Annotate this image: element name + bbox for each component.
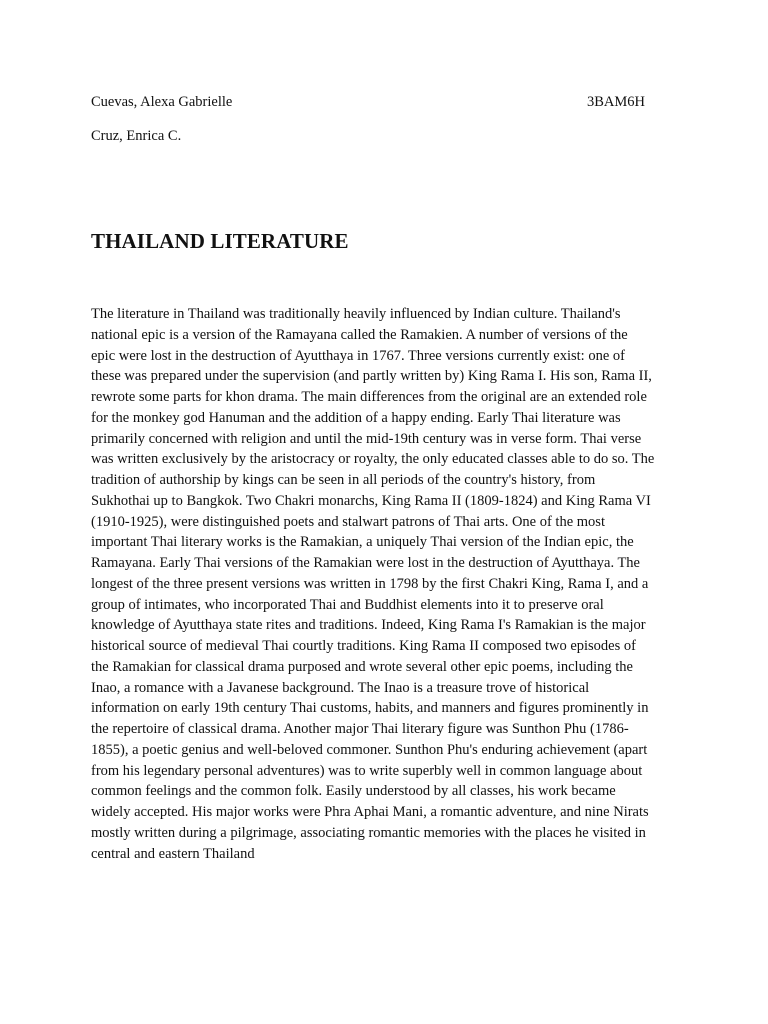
body-line: primarily concerned with religion and until the mid-19th century was in verse form. Thai verse bbox=[91, 430, 642, 447]
body-line: Sukhothai up to Bangkok. Two Chakri monarchs, King Rama II (1809-1824) and King Rama VI bbox=[91, 492, 651, 509]
document-title: THAILAND LITERATURE bbox=[91, 229, 349, 253]
author-name: Cuevas, Alexa Gabrielle bbox=[91, 94, 233, 110]
body-paragraph bbox=[91, 304, 691, 864]
body-line: the Ramakian for classical drama purposed and wrote several other epic poems, including the bbox=[91, 658, 633, 675]
body-line: important Thai literary works is the Ramakian, a uniquely Thai version of the Indian epic, the bbox=[91, 534, 634, 551]
body-line: The literature in Thailand was traditionally heavily influenced by Indian culture. Thailand's bbox=[91, 306, 621, 322]
body-line: mostly written during a pilgrimage, associating romantic memories with the places he visited in bbox=[91, 824, 646, 841]
body-line: was written exclusively by the aristocracy or royalty, the only educated classes able to do so. The bbox=[91, 451, 655, 468]
body-line: the repertoire of classical drama. Another major Thai literary figure was Sunthon Phu (1786- bbox=[91, 721, 629, 737]
body-line: epic were lost in the destruction of Ayutthaya in 1767. Three versions currently exist: one of bbox=[91, 347, 625, 364]
body-line: widely accepted. His major works were Phra Aphai Mani, a romantic adventure, and nine Nirats bbox=[91, 804, 649, 820]
body-line: (1910-1925), were distinguished poets and stalwart patrons of Thai arts. One of the most bbox=[91, 513, 605, 530]
body-line: these was prepared under the supervision (and partly written by) King Rama I. His son, Rama II, bbox=[91, 368, 652, 385]
author-name: Cruz, Enrica C. bbox=[91, 128, 182, 144]
body-line: historical source of medieval Thai courtly traditions. King Rama II composed two episodes of bbox=[91, 638, 636, 654]
body-line: tradition of authorship by kings can be seen in all periods of the country's history, from bbox=[91, 472, 596, 488]
body-line: national epic is a version of the Ramayana called the Ramakien. A number of versions of the bbox=[91, 326, 628, 343]
body-line: group of intimates, who incorporated Thai and Buddhist elements into it to preserve oral bbox=[91, 596, 604, 613]
body-line: longest of the three present versions was written in 1798 by the first Chakri King, Rama I, and a bbox=[91, 575, 649, 592]
body-line: information on early 19th century Thai customs, habits, and manners and figures prominently in bbox=[91, 700, 649, 717]
body-line: rewrote some parts for khon drama. The main differences from the original are an extended role bbox=[91, 389, 647, 405]
body-line: from his legendary personal adventures) was to write superbly well in common language about bbox=[91, 762, 643, 779]
body-line: knowledge of Ayutthaya state rites and traditions. Indeed, King Rama I's Ramakian is the major bbox=[91, 617, 646, 634]
body-line: central and eastern Thailand bbox=[91, 845, 255, 862]
body-line: 1855), a poetic genius and well-beloved commoner. Sunthon Phu's enduring achievement (apart bbox=[91, 741, 648, 758]
body-line: Inao, a romance with a Javanese background. The Inao is a treasure trove of historical bbox=[91, 679, 590, 696]
section-code: 3BAM6H bbox=[587, 94, 646, 110]
body-line: for the monkey god Hanuman and the addition of a happy ending. Early Thai literature was bbox=[91, 409, 621, 426]
body-line: Ramayana. Early Thai versions of the Ramakian were lost in the destruction of Ayutthaya. The bbox=[91, 555, 640, 571]
body-line: common feelings and the common folk. Easily understood by all classes, his work became bbox=[91, 783, 616, 800]
